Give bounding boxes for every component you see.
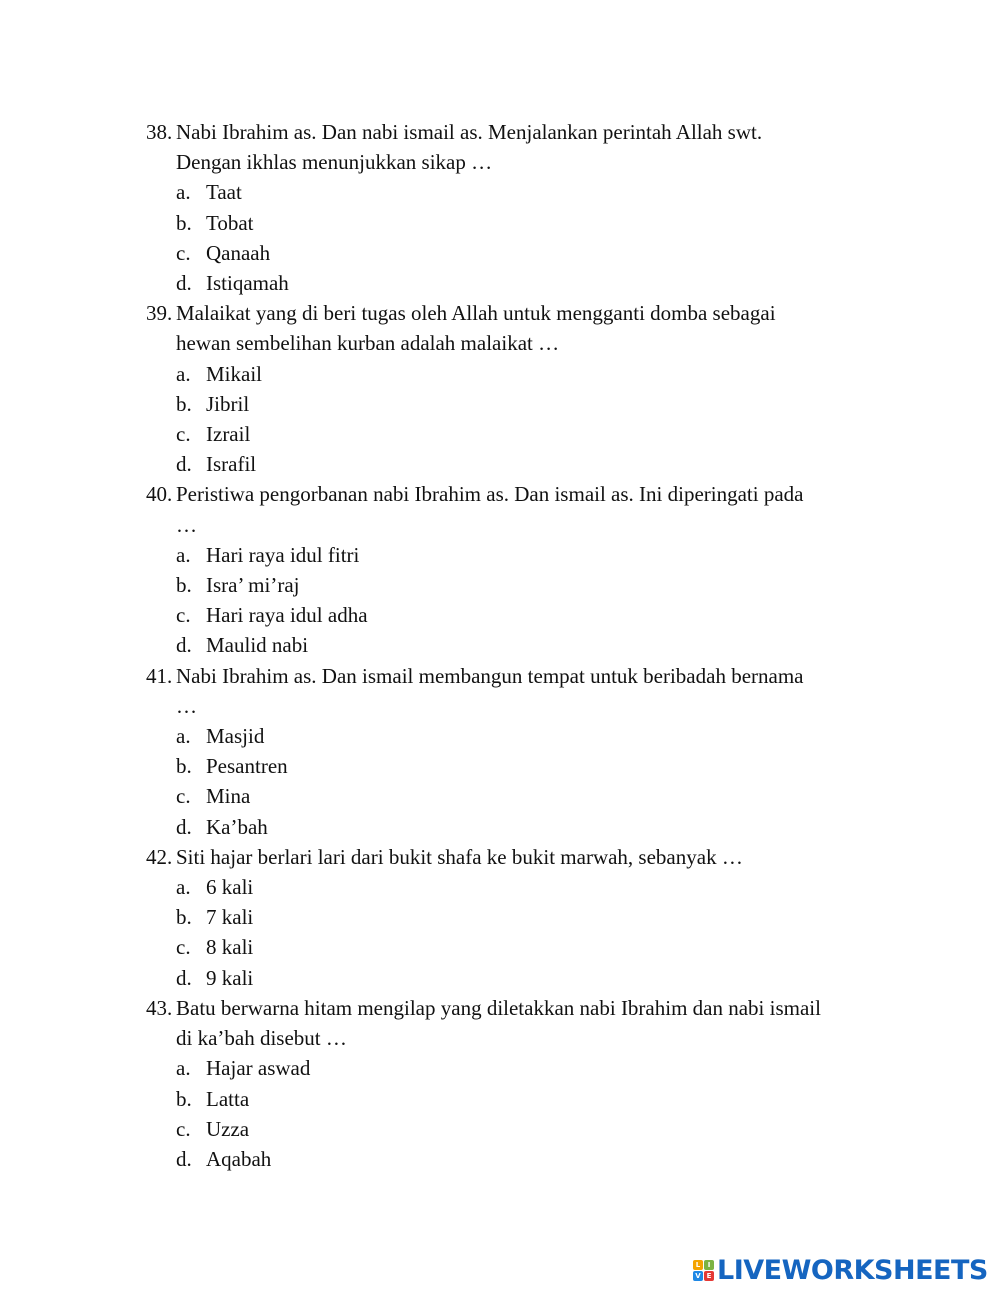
answer-option[interactable] (176, 812, 886, 842)
logo-mark-icon (693, 1260, 714, 1281)
logo-mark-cell: E (704, 1271, 714, 1281)
logo-text: LIVEWORKSHEETS (717, 1254, 988, 1286)
option-text: Mikail (206, 361, 262, 386)
answer-option[interactable] (176, 208, 886, 238)
answer-option[interactable] (176, 932, 886, 962)
option-text: Hari raya idul fitri (206, 542, 360, 567)
option-letter: c. (176, 935, 191, 960)
option-text: Qanaah (206, 240, 271, 265)
option-letter: c. (176, 603, 191, 628)
option-text: 7 kali (206, 905, 254, 930)
answer-option[interactable] (176, 600, 886, 630)
question-number (146, 510, 176, 540)
option-text: Isra’ mi’raj (206, 573, 300, 598)
answer-option[interactable] (176, 630, 886, 660)
answer-option[interactable] (176, 872, 886, 902)
option-letter: a. (176, 542, 191, 567)
question-line (146, 661, 886, 691)
question-number: 43. (146, 995, 173, 1020)
logo-mark-cell: L (693, 1260, 703, 1270)
question-39 (146, 298, 886, 479)
question-42 (146, 842, 886, 993)
option-text: Aqabah (206, 1146, 272, 1171)
option-text: Latta (206, 1086, 250, 1111)
question-40 (146, 479, 886, 660)
option-letter: d. (176, 965, 192, 990)
answer-options (146, 359, 886, 480)
answer-option[interactable] (176, 419, 886, 449)
option-text: Masjid (206, 724, 265, 749)
answer-option[interactable] (176, 1053, 886, 1083)
option-letter: a. (176, 180, 191, 205)
answer-option[interactable] (176, 1084, 886, 1114)
liveworksheets-logo (693, 1255, 988, 1285)
option-text: 8 kali (206, 935, 254, 960)
answer-option[interactable] (176, 1114, 886, 1144)
option-text: Taat (206, 180, 242, 205)
answer-option[interactable] (176, 359, 886, 389)
question-text: di ka’bah disebut … (176, 1026, 347, 1051)
answer-option[interactable] (176, 963, 886, 993)
option-text: Hari raya idul adha (206, 603, 368, 628)
question-text: Siti hajar berlari lari dari bukit shafa ke bukit marwah, sebanyak … (176, 844, 743, 869)
answer-option[interactable] (176, 751, 886, 781)
option-text: 9 kali (206, 965, 254, 990)
option-letter: b. (176, 905, 192, 930)
option-text: Maulid nabi (206, 633, 309, 658)
answer-option[interactable] (176, 902, 886, 932)
question-text: Peristiwa pengorbanan nabi Ibrahim as. Dan ismail as. Ini diperingati pada (176, 482, 804, 507)
question-line (146, 298, 886, 328)
option-letter: b. (176, 1086, 192, 1111)
question-text: hewan sembelihan kurban adalah malaikat … (176, 331, 560, 356)
worksheet-content (146, 117, 886, 1174)
question-text: Nabi Ibrahim as. Dan ismail membangun tempat untuk beribadah bernama (176, 663, 804, 688)
question-number (146, 147, 176, 177)
question-number: 41. (146, 663, 173, 688)
answer-option[interactable] (176, 570, 886, 600)
option-letter: d. (176, 452, 192, 477)
option-letter: a. (176, 724, 191, 749)
option-letter: c. (176, 422, 191, 447)
question-number (146, 328, 176, 358)
option-text: Mina (206, 784, 251, 809)
question-number: 42. (146, 844, 173, 869)
question-38 (146, 117, 886, 298)
option-letter: a. (176, 361, 191, 386)
answer-option[interactable] (176, 177, 886, 207)
answer-options (146, 540, 886, 661)
option-text: 6 kali (206, 875, 254, 900)
option-letter: a. (176, 875, 191, 900)
question-text: Dengan ikhlas menunjukkan sikap … (176, 150, 493, 175)
answer-options (146, 721, 886, 842)
option-letter: c. (176, 240, 191, 265)
option-letter: d. (176, 814, 192, 839)
option-letter: b. (176, 210, 192, 235)
option-letter: a. (176, 1056, 191, 1081)
option-letter: b. (176, 391, 192, 416)
option-text: Izrail (206, 422, 251, 447)
option-letter: b. (176, 754, 192, 779)
option-letter: d. (176, 271, 192, 296)
answer-option[interactable] (176, 268, 886, 298)
option-text: Tobat (206, 210, 254, 235)
question-line (146, 510, 886, 540)
question-number: 39. (146, 301, 173, 326)
option-letter: d. (176, 1146, 192, 1171)
answer-option[interactable] (176, 238, 886, 268)
question-line (146, 842, 886, 872)
question-43 (146, 993, 886, 1174)
answer-option[interactable] (176, 449, 886, 479)
option-letter: b. (176, 573, 192, 598)
question-text: Batu berwarna hitam mengilap yang diletakkan nabi Ibrahim dan nabi ismail (176, 995, 821, 1020)
option-text: Israfil (206, 452, 257, 477)
question-line (146, 479, 886, 509)
question-text: … (176, 693, 197, 718)
question-text: Nabi Ibrahim as. Dan nabi ismail as. Menjalankan perintah Allah swt. (176, 120, 763, 144)
answer-options (146, 177, 886, 298)
logo-mark-cell: I (704, 1260, 714, 1270)
option-text: Jibril (206, 391, 250, 416)
answer-option[interactable] (176, 721, 886, 751)
answer-options (146, 872, 886, 993)
option-letter: c. (176, 784, 191, 809)
option-text: Pesantren (206, 754, 288, 779)
option-letter: c. (176, 1116, 191, 1141)
question-text: Malaikat yang di beri tugas oleh Allah untuk mengganti domba sebagai (176, 301, 776, 326)
option-letter: d. (176, 633, 192, 658)
question-number: 40. (146, 482, 173, 507)
answer-option[interactable] (176, 781, 886, 811)
option-text: Hajar aswad (206, 1056, 311, 1081)
answer-option[interactable] (176, 540, 886, 570)
option-text: Istiqamah (206, 271, 289, 296)
option-text: Uzza (206, 1116, 250, 1141)
question-number (146, 1023, 176, 1053)
question-41 (146, 661, 886, 842)
logo-mark-cell: V (693, 1271, 703, 1281)
question-line (146, 117, 886, 147)
question-line (146, 147, 886, 177)
question-number (146, 691, 176, 721)
option-text: Ka’bah (206, 814, 268, 839)
question-line (146, 691, 886, 721)
answer-option[interactable] (176, 1144, 886, 1174)
question-line (146, 993, 886, 1023)
question-text: … (176, 512, 197, 537)
question-line (146, 328, 886, 358)
answer-option[interactable] (176, 389, 886, 419)
question-line (146, 1023, 886, 1053)
question-number: 38. (146, 120, 173, 144)
answer-options (146, 1053, 886, 1174)
